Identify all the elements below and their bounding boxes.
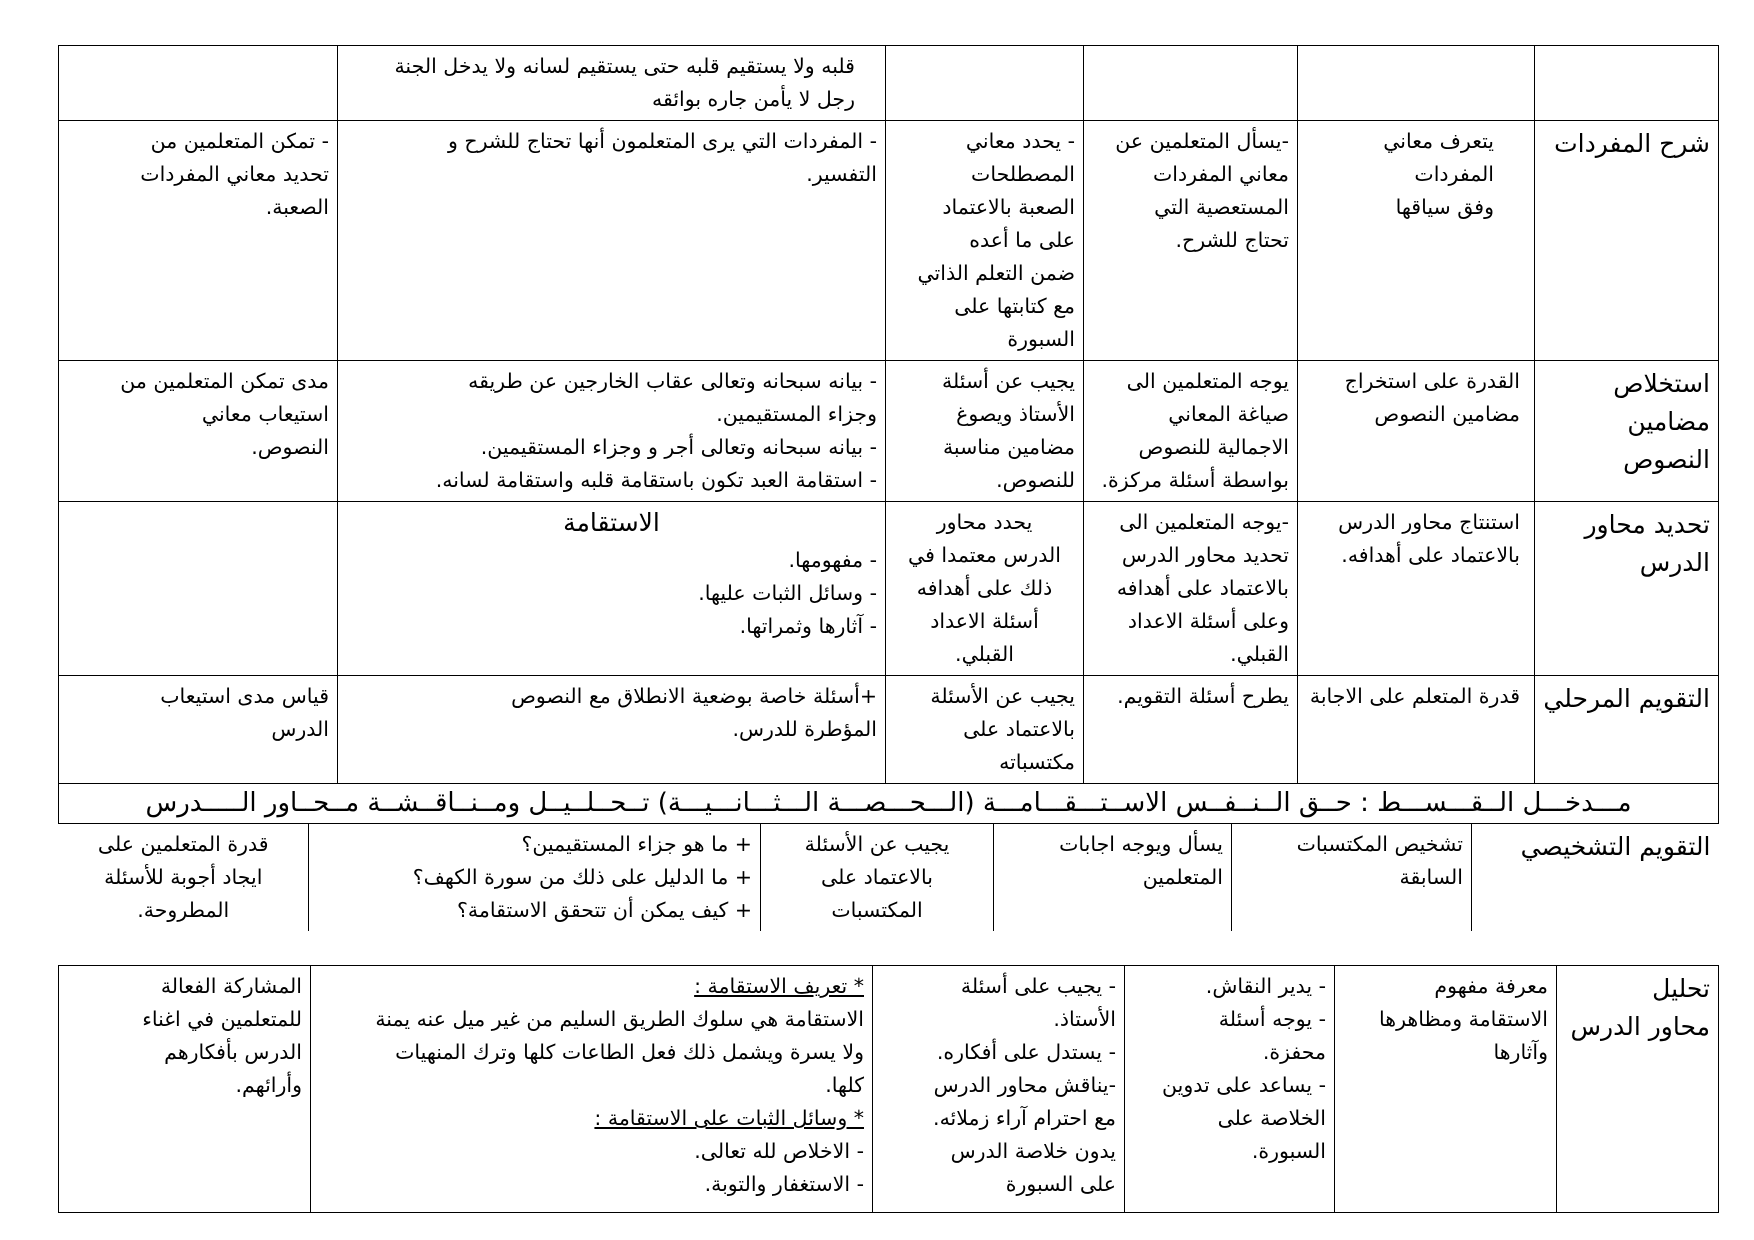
learner-cell [886, 502, 1084, 676]
text-line: معرفة مفهوم [1434, 974, 1548, 998]
text-line: ضمن التعلم الذاتي [917, 261, 1075, 285]
text-line: تحديد محاور [1584, 510, 1710, 539]
table-row [59, 676, 1719, 784]
text-line: - تمكن المتعلمين من [150, 129, 329, 153]
text-line: السابقة [1399, 865, 1463, 889]
text-line: - بيانه سبحانه وتعالى عقاب الخارجين عن طريقه [468, 369, 877, 393]
text-line: وآثارها [1493, 1040, 1548, 1064]
content-cell [311, 966, 873, 1213]
table-row [59, 784, 1719, 824]
text-line: ولا يسرة ويشمل ذلك فعل الطاعات كلها وترك المنهيات [395, 1040, 864, 1064]
text-line: على ما أعده [969, 228, 1075, 252]
text-line: - استقامة العبد تكون باستقامة قلبه واستقامة لسانه. [435, 468, 877, 492]
learner-cell [761, 824, 994, 931]
text-line: - الاخلاص لله تعالى. [694, 1139, 864, 1163]
text-line: - يدير النقاش. [1205, 974, 1326, 998]
text-line: مضامين مناسبة [942, 435, 1075, 459]
text-line: الدرس بأفكارهم [164, 1040, 302, 1064]
text-line: يدون خلاصة الدرس [950, 1139, 1116, 1163]
goal-cell [1298, 121, 1535, 361]
eval-cell [59, 121, 338, 361]
section-cell: التقويم التشخيصي [1472, 824, 1719, 931]
text-line: مكتسباته [999, 750, 1075, 774]
teacher-cell [1084, 502, 1298, 676]
table-row [59, 824, 1719, 931]
text-line: يسأل ويوجه اجابات [1059, 832, 1223, 856]
text-line: صياغة المعاني [1168, 402, 1289, 426]
text-line: الدرس معتمدا في [908, 543, 1061, 567]
text-line: قدرة المتعلمين على [97, 832, 269, 856]
learner-cell [886, 361, 1084, 502]
text-line: السبورة [1007, 327, 1075, 351]
text-line: قلبه ولا يستقيم قلبه حتى يستقيم لسانه ولا يدخل الجنة [394, 54, 855, 78]
table-row [59, 121, 1719, 361]
text-line: -يناقش محاور الدرس [933, 1073, 1116, 1097]
text-line: - آثارها وثمراتها. [739, 614, 877, 638]
goal-cell [1335, 966, 1557, 1213]
text-line: وعلى أسئلة الاعداد [1127, 609, 1289, 633]
text-line: - يوجه أسئلة [1218, 1007, 1326, 1031]
goal-cell [1232, 824, 1472, 931]
text-line: مضامين [1627, 407, 1710, 436]
text-line: - يساعد على تدوين [1162, 1073, 1326, 1097]
text-line: وأرائهم. [235, 1073, 302, 1097]
text-line: النصوص. [251, 435, 329, 459]
text-line: يحدد محاور [936, 510, 1033, 534]
text-line: - يستدل على أفكاره. [936, 1040, 1116, 1064]
text-line: التفسير. [806, 162, 877, 186]
teacher-cell [1084, 46, 1298, 121]
text-line: يطرح أسئلة التقويم. [1117, 684, 1289, 708]
text-line: يجيب عن الأسئلة [930, 684, 1075, 708]
text-line: المكتسبات [831, 898, 923, 922]
eval-cell [59, 966, 311, 1213]
text-line: تشخيص المكتسبات [1296, 832, 1463, 856]
eval-cell [59, 676, 338, 784]
table-row [59, 46, 1719, 121]
teacher-cell [1084, 676, 1298, 784]
session-banner: مـــدخـــل الــقـــســـط : حــق الــنــفــس الاســتـــقـــامـــة (الـــحـــصـــة الـــثـــانـــيـــة) تــحــلــيــل ومــنــاقــشــة مــحــاور الـــــدرس [59, 784, 1719, 824]
text-line: القبلي. [1230, 642, 1289, 666]
table-row [59, 361, 1719, 502]
text-line: مضامين النصوص [1374, 402, 1520, 426]
text-line: تحتاج للشرح. [1175, 228, 1289, 252]
text-line: المطروحة. [137, 898, 230, 922]
goal-cell [1298, 46, 1535, 121]
teacher-cell [1125, 966, 1335, 1213]
text-line: كلها. [825, 1073, 864, 1097]
text-line: الاجمالية للنصوص [1138, 435, 1289, 459]
table-row [59, 502, 1719, 676]
learner-cell [886, 46, 1084, 121]
text-line: يجيب عن الأسئلة [804, 832, 950, 856]
text-line: استنتاج محاور الدرس [1338, 510, 1520, 534]
text-line: الصعبة. [265, 195, 329, 219]
text-line: للمتعلمين في اغناء [142, 1007, 302, 1031]
section-cell [1535, 361, 1719, 502]
text-line: تحديد محاور الدرس [1121, 543, 1289, 567]
goal-cell [1298, 361, 1535, 502]
diagnostic-row-container [59, 824, 1719, 932]
text-line: السبورة. [1251, 1139, 1326, 1163]
teacher-cell [1084, 361, 1298, 502]
content-cell [338, 361, 886, 502]
content-cell [309, 824, 761, 931]
text-line: الأستاذ ويصوغ [956, 402, 1075, 426]
text-line: تحليل [1652, 974, 1710, 1003]
text-line: المشاركة الفعالة [160, 974, 302, 998]
text-line: المستعصية التي [1154, 195, 1289, 219]
text-line: الدرس [271, 717, 329, 741]
text-line: يوجه المتعلمين الى [1126, 369, 1289, 393]
text-line: + ما الدليل على ذلك من سورة الكهف؟ [412, 865, 752, 889]
text-line: الاستقامة ومظاهرها [1379, 1007, 1548, 1031]
text-line: بالاعتماد على أهدافه [1116, 576, 1289, 600]
text-line: + كيف يمكن أن تتحقق الاستقامة؟ [457, 898, 752, 922]
text-line: بالاعتماد على [963, 717, 1075, 741]
text-line: المتعلمين [1142, 865, 1223, 889]
section-cell: شرح المفردات [1535, 121, 1719, 361]
text-line: الصعبة بالاعتماد [942, 195, 1075, 219]
section-cell [1557, 966, 1719, 1213]
table-row [59, 824, 1719, 932]
text-line: يتعرف معاني المفردات [1383, 129, 1494, 186]
goal-cell [1298, 676, 1535, 784]
text-line [319, 970, 864, 1003]
text-line: الأستاذ. [1053, 1007, 1116, 1031]
eval-cell [59, 361, 338, 502]
text-line: - بيانه سبحانه وتعالى أجر و وجزاء المستقيمين. [480, 435, 877, 459]
text-line: - يجيب على أسئلة [960, 974, 1116, 998]
table-row [59, 966, 1719, 1213]
eval-cell [59, 824, 309, 931]
text-line: وفق سياقها [1395, 195, 1494, 219]
text-line: الدرس [1639, 548, 1710, 577]
text-line: استخلاص [1613, 369, 1710, 398]
text-line: محاور الدرس [1570, 1012, 1710, 1041]
text-line: قياس مدى استيعاب [160, 684, 329, 708]
text-line: المصطلحات [971, 162, 1075, 186]
text-line: للنصوص. [996, 468, 1075, 492]
text-line: بالاعتماد على أهدافه. [1341, 543, 1520, 567]
text-line: -يوجه المتعلمين الى [1119, 510, 1289, 534]
text-line: ذلك على أهدافه [916, 576, 1053, 600]
teacher-cell [1084, 121, 1298, 361]
text-line: -يسأل المتعلمين عن [1115, 129, 1289, 153]
text-line: الخلاصة على [1217, 1106, 1326, 1130]
text-line: يجيب عن أسئلة [942, 369, 1075, 393]
content-cell [338, 502, 886, 676]
text-line: النصوص [1623, 445, 1710, 474]
text-line: - وسائل الثبات عليها. [698, 581, 877, 605]
text-line: الاستقامة هي سلوك الطريق السليم من غير ميل عنه يمنة [375, 1007, 864, 1031]
content-cell [338, 121, 886, 361]
text-line: القدرة على استخراج [1344, 369, 1520, 393]
text-line: على السبورة [1005, 1172, 1116, 1196]
content-title: الاستقامة [563, 508, 660, 537]
content-cell [338, 46, 886, 121]
text-line: مع كتابتها على [954, 294, 1075, 318]
teacher-cell [994, 824, 1232, 931]
lesson-plan-table-1 [58, 45, 1719, 931]
section-cell: التقويم المرحلي [1535, 676, 1719, 784]
text-line: - مفهومها. [788, 548, 877, 572]
text-line: - يحدد معاني [965, 129, 1075, 153]
text-line: بالاعتماد على [821, 865, 933, 889]
text-line: مدى تمكن المتعلمين من [120, 369, 329, 393]
content-heading: * تعريف الاستقامة : [694, 974, 864, 998]
section-cell [1535, 502, 1719, 676]
text-line: تحديد معاني المفردات [140, 162, 329, 186]
text-line: بواسطة أسئلة مركزة. [1101, 468, 1289, 492]
text-line: قدرة المتعلم على الاجابة [1309, 684, 1520, 708]
text-line: +أسئلة خاصة بوضعية الانطلاق مع النصوص [511, 684, 877, 708]
eval-cell [59, 502, 338, 676]
goal-cell [1298, 502, 1535, 676]
text-line: محفزة. [1262, 1040, 1326, 1064]
text-line: - المفردات التي يرى المتعلمون أنها تحتاج للشرح و [447, 129, 877, 153]
eval-cell [59, 46, 338, 121]
text-line: وجزاء المستقيمين. [716, 402, 877, 426]
learner-cell [873, 966, 1125, 1213]
learner-cell [886, 676, 1084, 784]
text-line: رجل لا يأمن جاره بوائقه [651, 87, 855, 111]
content-heading: * وسائل الثبات على الاستقامة : [594, 1106, 864, 1130]
learner-cell [886, 121, 1084, 361]
diagnostic-subtable [59, 824, 1719, 931]
text-line: معاني المفردات [1152, 162, 1289, 186]
lesson-plan-table-2 [58, 965, 1719, 1213]
text-line: أسئلة الاعداد [930, 609, 1039, 633]
text-line: + ما هو جزاء المستقيمين؟ [521, 832, 752, 856]
text-line: القبلي. [955, 642, 1014, 666]
text-line: استيعاب معاني [201, 402, 329, 426]
text-line: ايجاد أجوبة للأسئلة [104, 865, 263, 889]
text-line [319, 1102, 864, 1135]
text-line: - الاستغفار والتوبة. [704, 1172, 864, 1196]
section-cell [1535, 46, 1719, 121]
content-cell [338, 676, 886, 784]
text-line: مع احترام آراء زملائه. [933, 1106, 1116, 1130]
text-line: المؤطرة للدرس. [732, 717, 877, 741]
